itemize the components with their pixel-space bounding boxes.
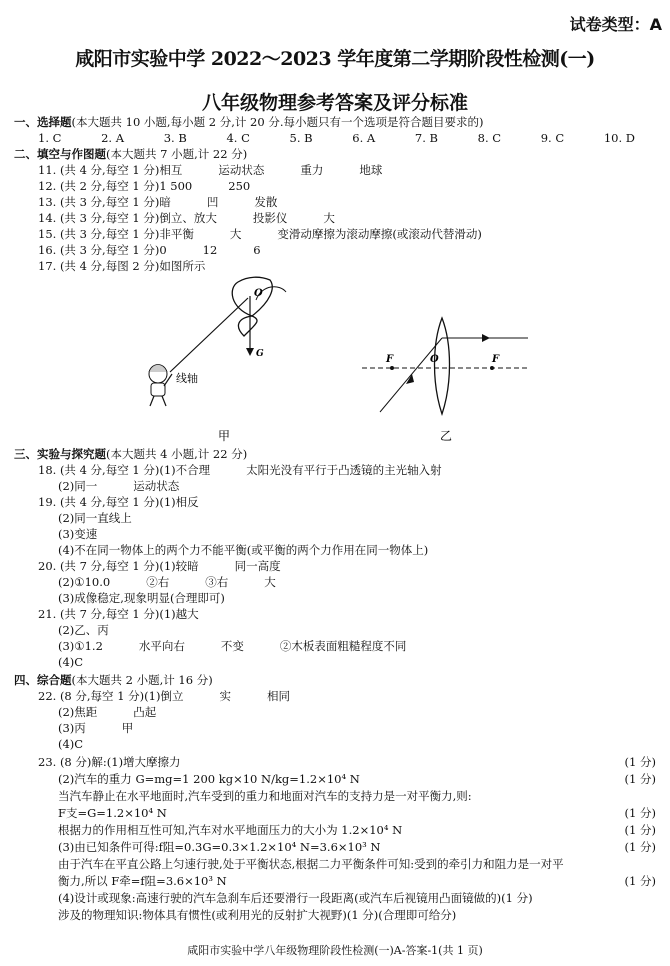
answer-21-4: (4)C	[58, 655, 84, 669]
answer-23-4: F支=G=1.2×10⁴ N	[58, 806, 167, 820]
answer-19-2: (2)同一直线上	[58, 511, 132, 525]
score-23-4: (1 分)	[624, 806, 656, 820]
page-footer: 咸阳市实验中学八年级物理阶段性检测(一)A-答案-1(共 1 页)	[187, 944, 483, 957]
answer-16: 16. (共 3 分,每空 1 分)0 12 6	[38, 243, 261, 257]
school-title: 咸阳市实验中学 2022～2023 学年度第二学期阶段性检测(一)	[75, 48, 595, 70]
answer-19-3: (3)变速	[58, 527, 98, 541]
caption-b: 乙	[440, 429, 453, 443]
answer-13: 13. (共 3 分,每空 1 分)暗 凹 发散	[38, 195, 278, 209]
answer-22-2: (2)焦距 凸起	[58, 705, 157, 719]
kite-diagram	[149, 277, 286, 443]
section-1-answers: 1. C 2. A 3. B 4. C 5. B 6. A 7. B 8. C 9. C 10. D	[38, 131, 635, 145]
lens-diagram	[362, 318, 530, 443]
answer-15: 15. (共 3 分,每空 1 分)非平衡 大 变滑动摩擦为滚动摩擦(或滚动代替滑动)	[38, 227, 482, 241]
answer-21-1: 21. (共 7 分,每空 1 分)(1)越大	[38, 607, 199, 621]
answer-17: 17. (共 4 分,每图 2 分)如图所示	[38, 259, 206, 273]
answer-21-3: (3)①1.2 水平向右 不变 ②木板表面粗糙程度不同	[58, 639, 407, 653]
label-spool: 线轴	[176, 372, 198, 385]
child-icon	[149, 365, 172, 407]
score-23-8: (1 分)	[624, 874, 656, 888]
answer-23-7: 由于汽车在平直公路上匀速行驶,处于平衡状态,根据二力平衡条件可知:受到的牵引力和阻力是一对平	[58, 857, 564, 871]
answer-23-10: 涉及的物理知识:物体具有惯性(或利用光的反射扩大视野)(1 分)(合理即可给分)	[58, 908, 457, 922]
answer-23-9: (4)设计或现象:高速行驶的汽车急刹车后还要滑行一段距离(或汽车后视镜用凸面镜做的)(1 分)	[58, 891, 533, 905]
answer-12: 12. (共 2 分,每空 1 分)1 500 250	[38, 179, 251, 193]
answer-22-4: (4)C	[58, 737, 84, 751]
caption-a: 甲	[218, 429, 231, 443]
label-f-right: F	[492, 354, 500, 365]
answer-23-5: 根据力的作用相互性可知,汽车对水平地面压力的大小为 1.2×10⁴ N	[58, 823, 403, 837]
figure-17	[130, 274, 550, 446]
section-1-heading: 一、选择题(本大题共 10 小题,每小题 2 分,计 20 分.每小题只有一个选项是符合题目要求的)	[14, 115, 484, 129]
answer-21-2: (2)乙、丙	[58, 623, 109, 637]
answer-20-2: (2)①10.0 ②右 ③右 大	[58, 575, 276, 589]
answer-19-1: 19. (共 4 分,每空 1 分)(1)相反	[38, 495, 199, 509]
answer-18-1: 18. (共 4 分,每空 1 分)(1)不合理 太阳光没有平行于凸透镜的主光轴入射	[38, 463, 442, 477]
answer-22-3: (3)丙 甲	[58, 721, 134, 735]
score-23-1: (1 分)	[624, 755, 656, 769]
label-g: G	[256, 349, 264, 359]
label-f-left: F	[386, 354, 394, 365]
answer-20-1: 20. (共 7 分,每空 1 分)(1)较暗 同一高度	[38, 559, 281, 573]
score-23-5: (1 分)	[624, 823, 656, 837]
answer-14: 14. (共 3 分,每空 1 分)倒立、放大 投影仪 大	[38, 211, 335, 225]
answer-23-8: 衡力,所以 F牵=f阻=3.6×10³ N	[58, 874, 227, 888]
answer-22-1: 22. (8 分,每空 1 分)(1)倒立 实 相同	[38, 689, 290, 703]
answer-23-3: 当汽车静止在水平地面时,汽车受到的重力和地面对汽车的支持力是一对平衡力,则:	[58, 789, 472, 803]
answer-key-title: 八年级物理参考答案及评分标准	[201, 92, 468, 114]
answer-11: 11. (共 4 分,每空 1 分)相互 运动状态 重力 地球	[38, 163, 383, 177]
section-4-heading: 四、综合题(本大题共 2 小题,计 16 分)	[14, 673, 213, 687]
answer-23-2: (2)汽车的重力 G=mg=1 200 kg×10 N/kg=1.2×10⁴ N	[58, 772, 360, 786]
answer-20-3: (3)成像稳定,现象明显(合理即可)	[58, 591, 225, 605]
answer-23-1: 23. (8 分)解:(1)增大摩擦力	[38, 755, 181, 769]
answer-23-6: (3)由已知条件可得:f阻=0.3G=0.3×1.2×10⁴ N=3.6×10³ N	[58, 840, 381, 854]
answer-18-2: (2)同一 运动状态	[58, 479, 180, 493]
label-o-kite: O	[254, 288, 263, 299]
score-23-2: (1 分)	[624, 772, 656, 786]
label-o-lens: O	[430, 354, 439, 365]
answer-19-4: (4)不在同一物体上的两个力不能平衡(或平衡的两个力作用在同一物体上)	[58, 543, 429, 557]
score-23-6: (1 分)	[624, 840, 656, 854]
section-3-heading: 三、实验与探究题(本大题共 4 小题,计 22 分)	[14, 447, 248, 461]
exam-type: 试卷类型：A	[569, 15, 662, 34]
section-2-heading: 二、填空与作图题(本大题共 7 小题,计 22 分)	[14, 147, 248, 161]
